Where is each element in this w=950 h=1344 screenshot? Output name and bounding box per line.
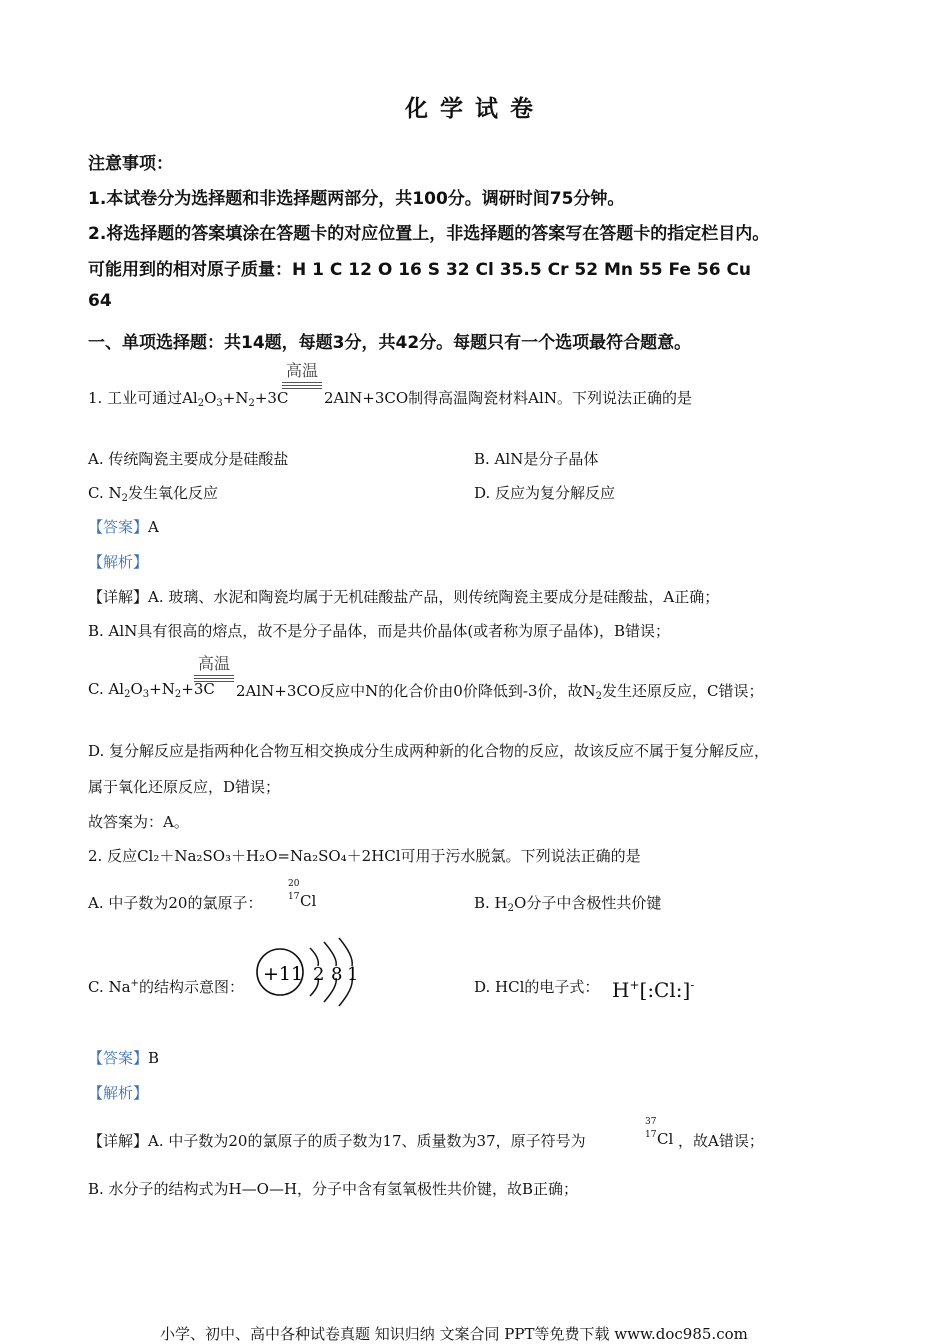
q2-detail-b: B. 水分子的结构式为H—O—H，分子中含有氢氧极性共价键，故B正确； — [88, 1180, 579, 1198]
shell-3: 1 — [347, 964, 359, 985]
q1-option-a: A. 传统陶瓷主要成分是硅酸盐 — [88, 450, 289, 468]
q1-answer: 【答案】A — [88, 518, 159, 536]
q1-detail-d-cont: 属于氧化还原反应，D错误； — [88, 778, 281, 796]
q1-detail-c: C. $Al_2O_3+N_2+3C$ — [88, 680, 215, 700]
notice-heading: 注意事项： — [88, 154, 173, 174]
q2-detail-a-tail: ，故A错误； — [678, 1132, 764, 1150]
atomic-masses-cont: 64 — [88, 291, 112, 311]
q1-detail-d: D. 复分解反应是指两种化合物互相交换成分生成两种新的化合物的反应，故该反应不属于复分解反应， — [88, 742, 770, 760]
q2-analysis-label: 【解析】 — [88, 1084, 149, 1102]
electron-formula: H+[:Cl:]- — [612, 978, 695, 1002]
q2-detail-a: 【详解】A. 中子数为20的氯原子的质子数为17、质量数为37，原子符号为 — [88, 1132, 586, 1150]
q1-stem: 1. 工业可通过$Al_2O_3+N_2+3C$ — [88, 389, 289, 409]
q2-option-d: D. HCl的电子式： — [474, 978, 600, 996]
section-heading: 一、单项选择题：共14题，每题3分，共42分。每题只有一个选项最符合题意。 — [88, 333, 692, 353]
atomic-masses: 可能用到的相对原子质量：H 1 C 12 O 16 S 32 Cl 35.5 Cr 52 Mn 55 Fe 56 Cu — [88, 260, 752, 280]
q1-option-c: C. $N_2$发生氧化反应 — [88, 484, 218, 504]
shell-2: 8 — [331, 964, 343, 985]
q1-option-d: D. 反应为复分解反应 — [474, 484, 616, 502]
q1-conclusion: 故答案为：A。 — [88, 813, 189, 831]
page-title: 化学试卷 — [405, 96, 545, 122]
notice-item-2: 2.将选择题的答案填涂在答题卡的对应位置上，非选择题的答案写在答题卡的指定栏目内。 — [88, 224, 770, 244]
q2-option-a: A. 中子数为20的氯原子： — [88, 894, 263, 912]
q1-option-b: B. AlN是分子晶体 — [474, 450, 599, 468]
sodium-ion-structure-diagram — [252, 934, 362, 1012]
q2-option-b: B. $H_2O$分子中含极性共价键 — [474, 894, 662, 914]
q2-stem: 2. 反应Cl₂＋Na₂SO₃＋H₂O=Na₂SO₄＋2HCl可用于污水脱氯。下列说法正确的是 — [88, 847, 641, 865]
q1-detail-c-rest: 2AlN+3CO反应中N的化合价由0价降低到-3价，故$N_2$发生还原反应，C错误； — [236, 682, 764, 702]
q1-detail-a: 【详解】A. 玻璃、水泥和陶瓷均属于无机硅酸盐产品，则传统陶瓷主要成分是硅酸盐，A正确； — [88, 588, 720, 606]
footer-ad: 小学、初中、高中各种试卷真题 知识归纳 文案合同 PPT等免费下载 www.doc985.com — [160, 1325, 748, 1343]
q2-answer: 【答案】B — [88, 1049, 160, 1067]
q1-analysis-label: 【解析】 — [88, 553, 149, 571]
shell-1: 2 — [313, 964, 325, 985]
nucleus-charge: +11 — [263, 963, 304, 985]
q2-option-c: C. Na+的结构示意图： — [88, 978, 244, 996]
q1-stem-rest: 2AlN+3CO制得高温陶瓷材料AlN。下列说法正确的是 — [324, 389, 692, 407]
q1-detail-b: B. AlN具有很高的熔点，故不是分子晶体，而是共价晶体(或者称为原子晶体)，B错误； — [88, 622, 671, 640]
notice-item-1: 1.本试卷分为选择题和非选择题两部分，共100分。调研时间75分钟。 — [88, 189, 625, 209]
